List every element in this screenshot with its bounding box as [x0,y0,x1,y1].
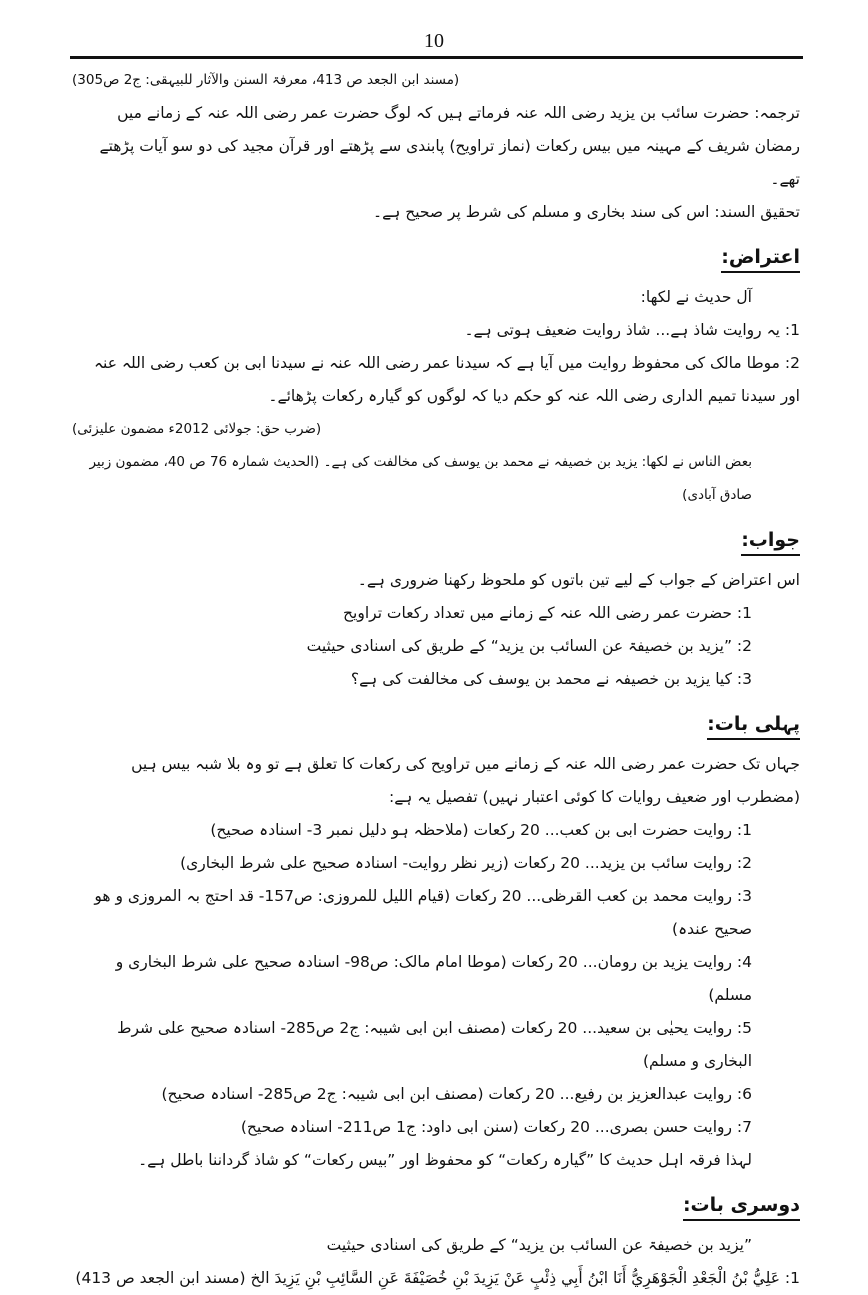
second-point-subtitle: ”یزید بن خصیفۃ عن السائب بن یزید“ کے طریق کی اسنادی حیثیت [326,1236,752,1254]
objection-intro: آل حدیث نے لکھا: [640,288,752,306]
objection-heading: اعتراض: [721,243,800,273]
second-point-heading: دوسری بات: [683,1191,800,1221]
narration-item: 7: روایت حسن بصری... 20 رکعات (سنن ابی داود: ج1 ص211- اسنادہ صحیح) [240,1118,752,1136]
answer-point-2: 2: ”یزید بن خصیفۃ عن السائب بن یزید“ کے طریق کی اسنادی حیثیت [306,637,752,655]
narration-item: 2: روایت سائب بن یزید... 20 رکعات (زیر نظر روایت- اسنادہ صحیح علی شرط البخاری) [180,854,752,872]
objection-point-2: 2: موطا مالک کی محفوظ روایت میں آیا ہے کہ سیدنا عمر رضی اللہ عنہ نے سیدنا ابی بن کعب رضی اللہ عنہ اور سیدنا تمیم الداری رضی اللہ عنہ کو حکم دیا کہ لوگوں کو گیارہ رکعات پڑھائے۔ [93,354,800,405]
narration-item: 4: روایت یزید بن رومان... 20 رکعات (موطا امام مالک: ص98- اسنادہ صحیح علی شرط البخاری و مسلم) [115,953,752,1004]
narration-item: 3: روایت محمد بن کعب القرظی... 20 رکعات (قیام اللیل للمروزی: ص157- قد احتج بہ المروزی و ھو صحیح عندہ) [94,887,752,938]
first-point-conclusion: لہذا فرقہ اہل حدیث کا ”گیارہ رکعات“ کو محفوظ اور ”بیس رکعات“ کو شاذ گرداننا باطل ہے۔ [138,1151,752,1169]
top-reference: (مسند ابن الجعد ص 413، معرفۃ السنن والآثار للبیہقی: ج2 ص305) [72,72,460,88]
objection-point-1: 1: یہ روایت شاذ ہے... شاذ روایت ضعیف ہوتی ہے۔ [464,321,800,339]
translation-paragraph: ترجمہ: حضرت سائب بن یزید رضی اللہ عنہ فرماتے ہیں کہ لوگ حضرت عمر رضی اللہ عنہ کے زمانے میں رمضان شریف کے مہینہ میں بیس رکعات (نماز تراویح) پابندی سے پڑھتے اور قرآن مجید کی دو سو آیات پڑھتے تھے۔ [99,104,800,188]
first-point-heading: پہلی بات: [707,710,800,740]
first-point-intro: جہاں تک حضرت عمر رضی اللہ عنہ کے زمانے میں تراویح کی رکعات کا تعلق ہے تو وہ بلا شبہ بیس ہیں (مضطرب اور ضعیف روایات کا کوئی اعتبار نہیں) تفصیل یہ ہے: [131,755,800,806]
objection-reference: (ضرب حق: جولائی 2012ء مضمون علیزئی) [72,421,322,437]
answer-heading: جواب: [741,526,800,556]
tahqiq-line: تحقیق السند: اس کی سند بخاری و مسلم کی شرط پر صحیح ہے۔ [373,203,800,221]
narrations-list [72,814,800,1144]
page-number: 10 [424,30,444,52]
answer-intro: اس اعتراض کے جواب کے لیے تین باتوں کو ملحوظ رکھنا ضروری ہے۔ [357,571,800,589]
narration-item: 1: روایت حضرت ابی بن کعب... 20 رکعات (ملاحظہ ہو دلیل نمبر 3- اسنادہ صحیح) [210,821,752,839]
narration-item: 6: روایت عبدالعزیز بن رفیع... 20 رکعات (مصنف ابن ابی شیبہ: ج2 ص285- اسنادہ صحیح) [161,1085,752,1103]
header-rule [70,56,803,59]
objection-note: بعض الناس نے لکھا: یزید بن خصیفہ نے محمد بن یوسف کی مخالفت کی ہے۔ (الحدیث شمارہ 76 ص 40، مضمون زبیر صادق آبادی) [89,454,752,503]
answer-point-1: 1: حضرت عمر رضی اللہ عنہ کے زمانے میں تعداد رکعات تراویح [343,604,752,622]
narration-item: 5: روایت یحیٰی بن سعید... 20 رکعات (مصنف ابن ابی شیبہ: ج2 ص285- اسنادہ صحیح علی شرط البخاری و مسلم) [117,1019,752,1070]
answer-point-3: 3: کیا یزید بن خصیفہ نے محمد بن یوسف کی مخالفت کی ہے؟ [350,670,752,688]
page-body [72,64,800,1295]
second-point-line-1: 1: عَلِيُّ بْنُ الْجَعْدِ الْجَوْهَرِيُّ أَنَا ابْنُ أَبِي ذِئْبٍ عَنْ يَزِيدَ بْنِ خُصَيْفَةَ عَنِ السَّائِبِ بْنِ يَزِيدَ الخ (مسند ابن الجعد ص 413) [75,1269,800,1287]
